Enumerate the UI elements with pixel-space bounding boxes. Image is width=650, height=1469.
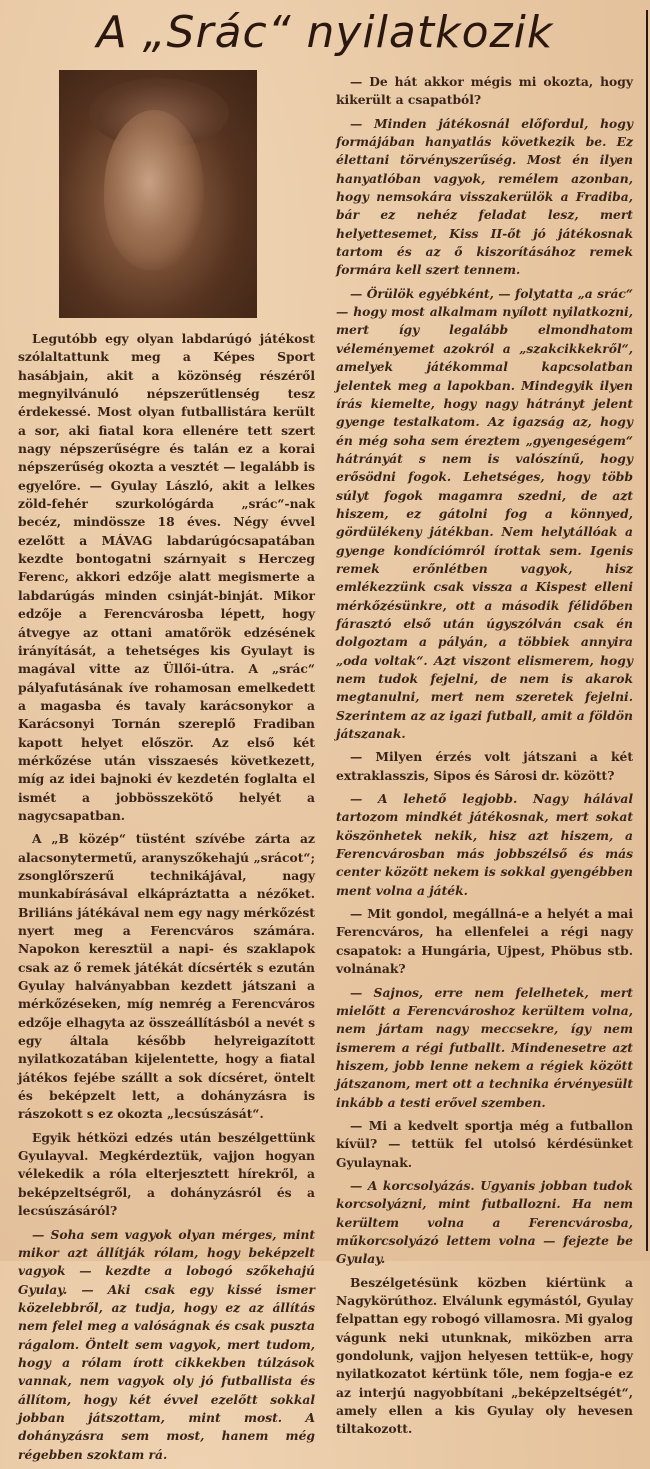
paragraph-answer-5: — Sajnos, erre nem felelhetek, mert mielőtt a Ferencvároshoz kerültem volna, nem jártam nagy meccsekre, így nem ismerem a régi futballt. Mindenesetre azt hiszem, jobb lenne nekem a régiek között játszanom, mert ott a technika érvényesült inkább a testi erővel szemben.: [336, 984, 633, 1110]
right-column: [336, 73, 633, 1444]
article-title: A „Srác“ nyilatkozik: [96, 7, 554, 58]
paragraph-closing: Beszélgetésünk közben kiértünk a Nagykörúthoz. Elválunk egymástól, Gyulay felpattan egy robogó villamosra. Mi gyalog vágunk neki utunknak, miközben arra gondolunk, vajjon helyesen tettük-e, hogy nyilatkozatot kértünk tőle, nem fogja-e ez az interjú nagyobbítani „beképzeltségét“, amely ellen a kis Gyulay oly hevesen tiltakozott.: [336, 1274, 633, 1437]
paragraph-answer-6: — A korcsolyázás. Ugyanis jobban tudok korcsolyázni, mint futballozni. Ha nem kerültem volna a Ferencvárosba, műkorcsolyázó lettem volna — fejezte be Gyulay.: [336, 1177, 633, 1267]
paragraph-question-4: — Mi a kedvelt sportja még a futballon kívül? — tettük fel utolsó kérdésünket Gyulaynak.: [336, 1117, 633, 1170]
portrait-photo: [59, 70, 257, 318]
paragraph-answer-4: — A lehető legjobb. Nagy hálával tartozom mindkét játékosnak, mert sokat köszönhetek nekik, hisz azt hiszem, a Ferencvárosban más jobbszélső és más center között nekem is sokkal gyengébben ment volna a játék.: [336, 791, 633, 898]
paragraph-question-2: — Milyen érzés volt játszani a két extraklasszis, Sipos és Sárosi dr. között?: [336, 749, 633, 783]
paragraph-intro: Legutóbb egy olyan labdarúgó játékost szólaltattunk meg a Képes Sport hasábjain, akit a közönség részéről megnyilvánuló népszerűtlenség tesz érdekessé. Most olyan futballistára került a sor, aki fiatal kora ellenére tett szert nagy népszerűségre és talán ez a korai népszerűség okozta a vesztét — legalább is egyelőre. — Gyulay László, akit a lelkes zöld-fehér szurkológárda „srác“-nak becéz, mindössze 18 éves. Négy évvel ezelőtt a MÁVAG labdarúgócsapatában kezdte bontogatni szárnyait s Herczeg Ferenc, akkori edzője alatt megismerte a labdarúgás minden csinját-binját. Mikor edzője a Ferencvárosba lépett, hogy átvegye az ottani amatőrök edzésének irányítását, a tehetséges kis Gyulayt is magával vitte az Üllői-útra. A „srác“ pályafutásának íve rohamosan emelkedett a magasba és tavaly karácsonykor a Karácsonyi Tornán szereplő Fradiban kapott helyet először. Az első két mérkőzése után visszaesés következett, míg az idei bajnoki év kezdetén foglalta el ismét a jobbösszekötő helyét a nagycsapatban.: [18, 331, 315, 823]
paragraph-interview-setup: Egyik hétközi edzés után beszélgettünk Gyulayval. Megkérdeztük, vajjon hogyan vélekedik a róla elterjesztett hírekről, a beképzeltségről, a dohányzásról és a lecsúszásáról?: [18, 1129, 315, 1219]
paragraph-question-1: — De hát akkor mégis mi okozta, hogy kikerült a csapatból?: [336, 74, 633, 108]
paragraph-question-3: — Mit gondol, megállná-e a helyét a mai Ferencváros, ha ellenfelei a régi nagy csapatok: a Hungária, Ujpest, Phöbus stb. volnának?: [336, 906, 633, 977]
paragraph-answer-3: — Örülök egyébként, — folytatta „a srác“ — hogy most alkalmam nyílott nyilatkozni, mert így legalább elmondhatom véleményemet azokról a „szakcikkekről“, amelyek játékommal kapcsolatban jelentek meg a lapokban. Mindegyik ilyen írás kiemelte, hogy nagy hátrányt jelent gyenge testalkatom. Az igazság az, hogy én még soha sem éreztem „gyengeségem“ hátrányát s nem is valószínű, hogy erősödni fogok. Lehetséges, hogy több súlyt fogok magamra szedni, de azt hiszem, ez gátolni fog a könnyed, gördülékeny játékban. Nem helytállóak a gyenge kondíciómról írottak sem. Igenis remek erőnlétben vagyok, hisz emlékezzünk csak vissza a Kispest elleni mérkőzésünkre, ott a második félidőben fárasztó első után úgyszólván csak én dolgoztam a pályán, a többiek annyira „oda voltak“. Azt viszont elismerem, hogy nem tudok fejelni, de nem is akarok megtanulni, mert nem szeretek fejelni. Szerintem az az igazi futball, amit a földön játszanak.: [336, 285, 633, 742]
column-rule: [646, 10, 648, 1251]
left-column: [18, 330, 315, 1469]
paragraph-answer-2: — Minden játékosnál előfordul, hogy formájában hanyatlás következik be. Ez élettani törvényszerűség. Most én ilyen hanyatlóban vagyok, remélem azonban, hogy nemsokára visszakerülök a Fradiba, bár ez nehéz feladat lesz, mert helyettesemet, Kiss II-őt jó játékosnak tartom és az ő kiszorításához remek formára kell szert tennem.: [336, 115, 633, 278]
paragraph-b-kozep: A „B közép“ tüstént szívébe zárta az alacsonytermetű, aranyszőkehajú „srácot“; zsonglőrszerű technikájával, nagy munkabírásával elkápráztatta a nézőket. Briliáns játékával nem egy nagy mérkőzést nyert meg a Ferencváros számára. Napokon keresztül a napi- és szaklapok csak az ő remek játékát dícsérték s ezután Gyulay halványabban kezdett játszani a mérkőzéseken, míg nemrég a Ferencváros edzője elhagyta az összeállításból a nevét s egy általa később helyreigazított nyilatkozatában kijelentette, hogy a fiatal játékos fejébe szállt a sok dícséret, öntelt és beképzelt lett, a dohányzásra is rászokott s ez okozta „lecsúszását“.: [18, 831, 315, 1122]
photo-face-shading: [104, 110, 204, 270]
paragraph-answer-1: — Soha sem vagyok olyan mérges, mint mikor azt állítják rólam, hogy beképzelt vagyok — kezdte a lobogó szőkehajú Gyulay. — Aki csak egy kissé ismer közelebbről, az tudja, hogy ez az állítás nem felel meg a valóságnak és csak puszta rágalom. Öntelt sem vagyok, mert tudom, hogy a rólam írott cikkekben túlzások vannak, nem vagyok oly jó futballista és állítom, hogy két évvel ezelőtt sokkal jobban játszottam, mint most. A dohányzásra sem most, hanem még régebben szoktam rá.: [18, 1226, 315, 1462]
